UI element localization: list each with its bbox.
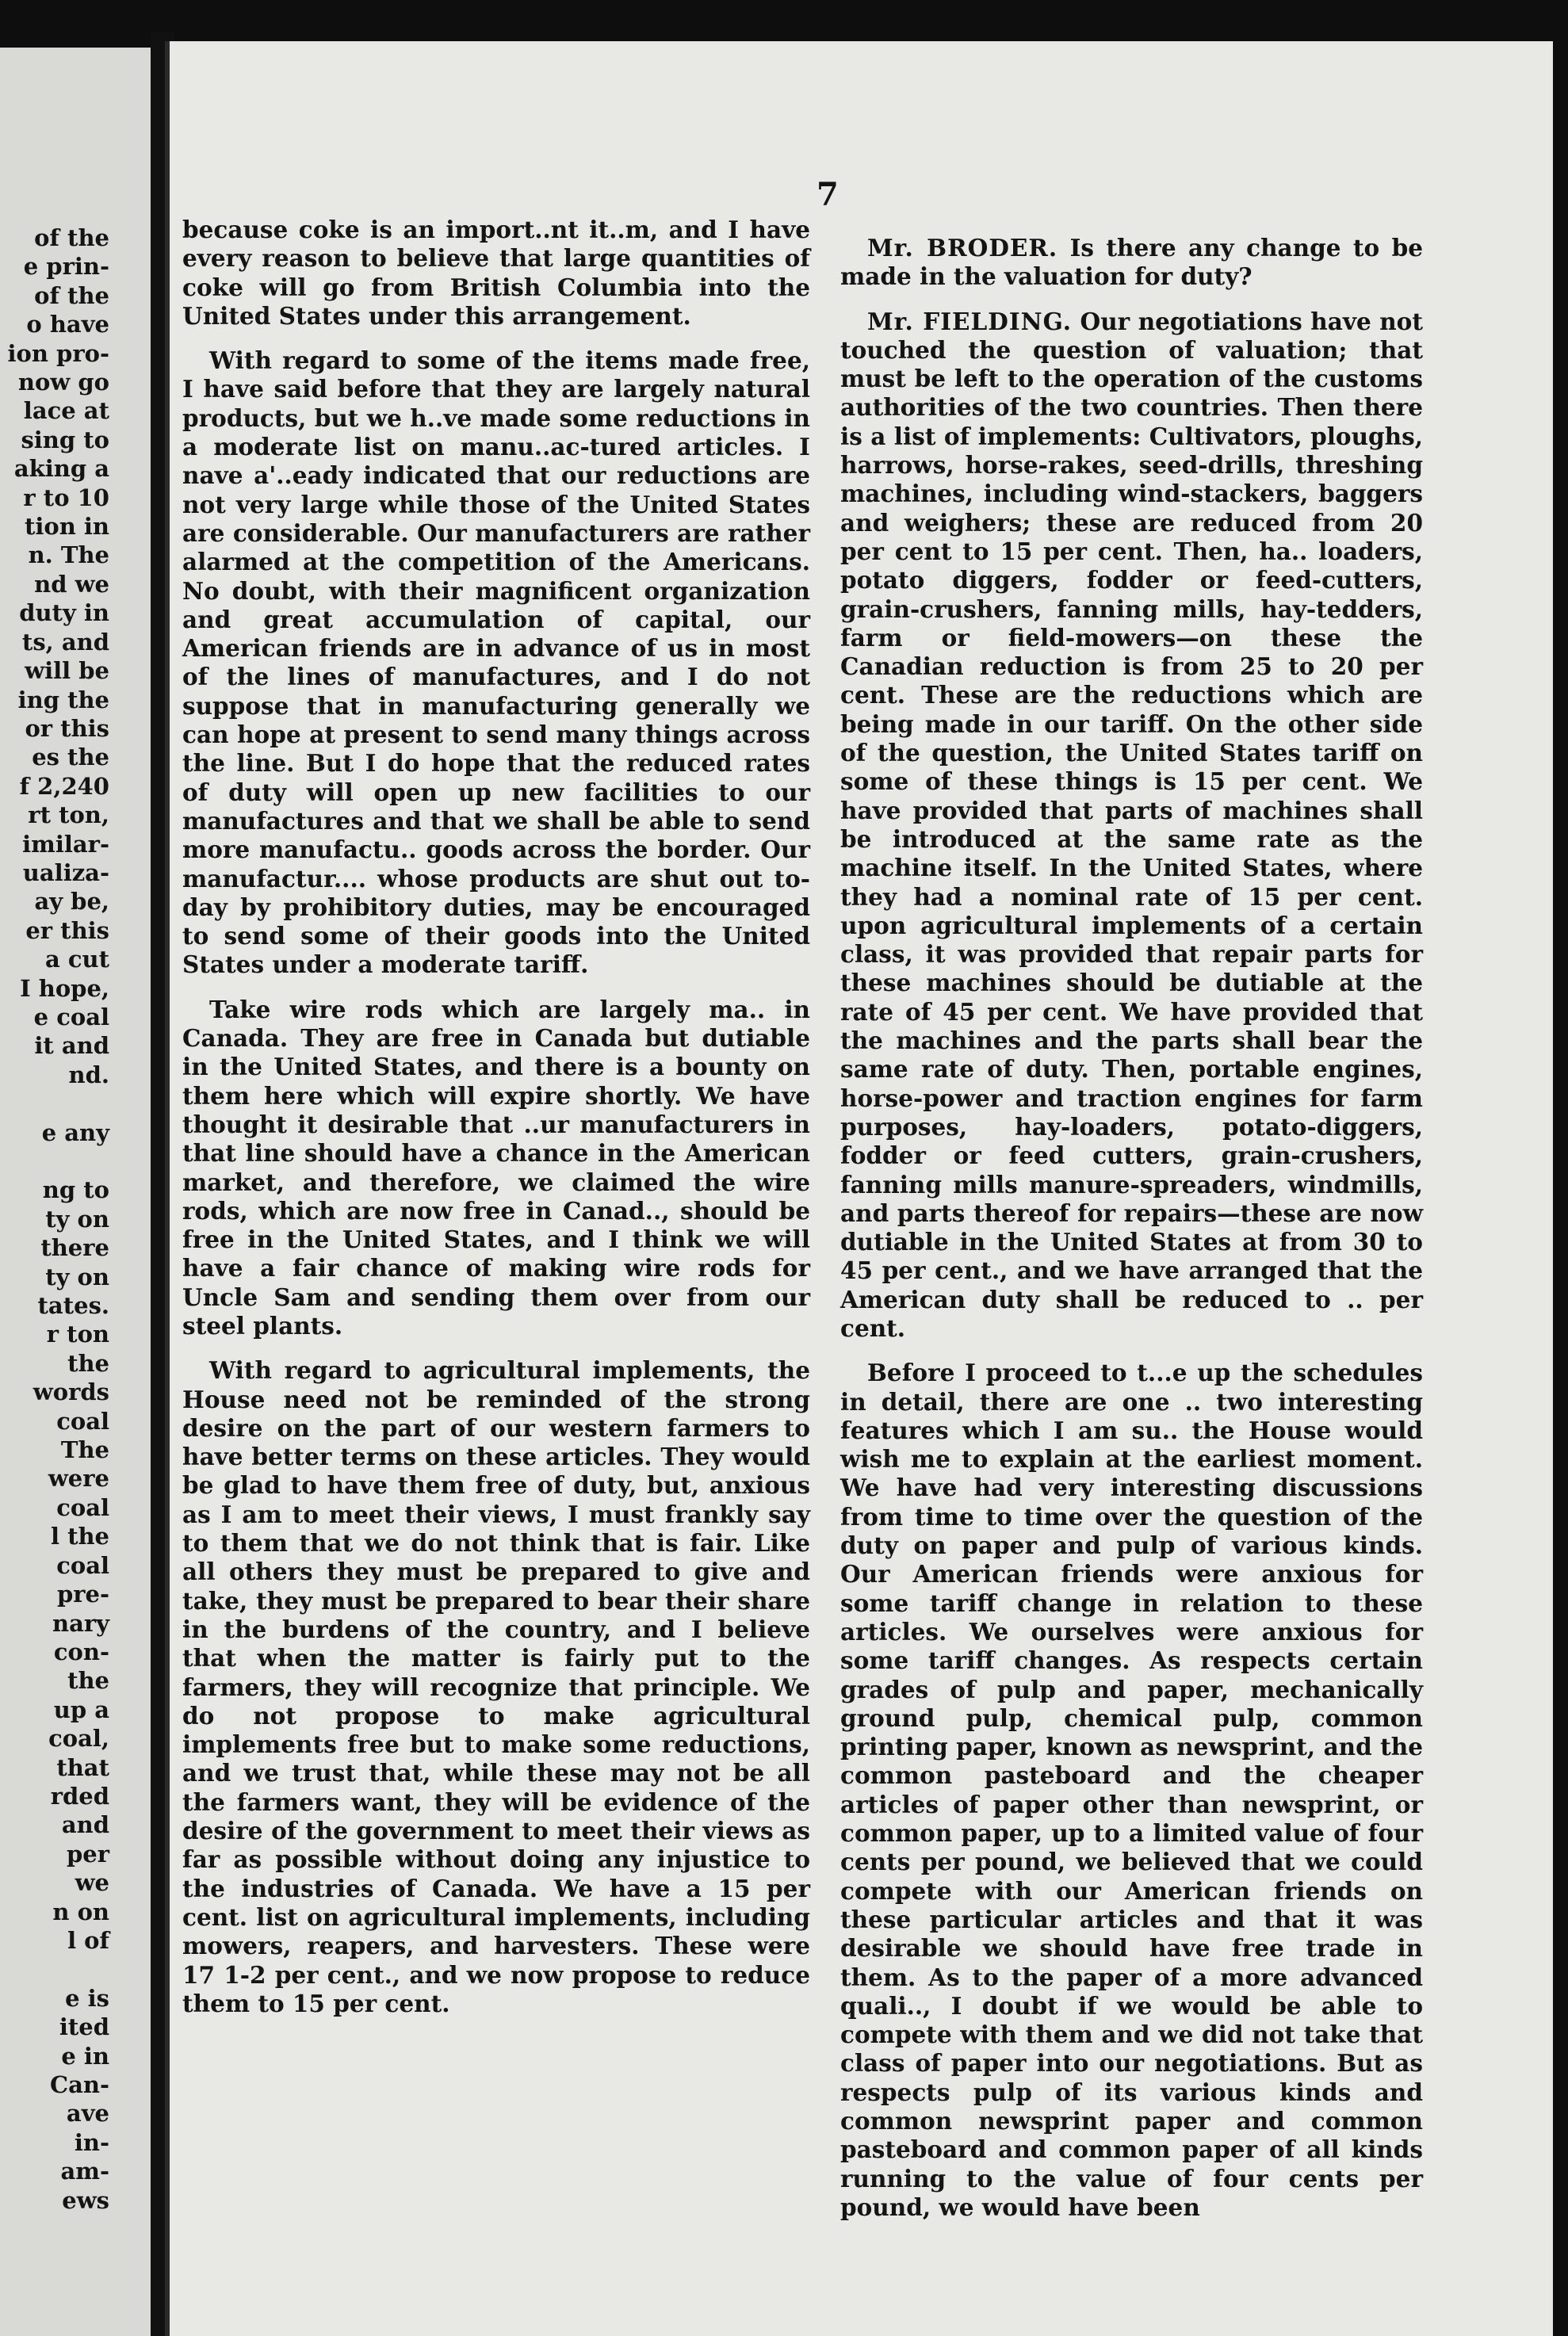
paragraph [840,234,1423,292]
speech-text: Is there any change to be made in the valuation for duty? [840,234,1424,291]
paragraph: because coke is an import..nt it..m, and I have every reason to believe that large quantities of coke will go from British Columbia into the United States under this arrangement. [182,216,810,330]
adjacent-page-fragment [0,48,151,2336]
left-text-column [182,216,810,2034]
speaker-name: Mr. BRODER. [867,234,1058,262]
left-page-text-fragments: of the e prin- of the o have ion pro- now go lace at sing to aking a r to 10 tion in n. The nd we duty in ts, and will be ing the or this es the f 2,240 rt ton, imilar- ualiza- ay be, er this a cut I hope, e coal it and nd. e any ng to ty on there ty on tates. r ton the words coal The were coal l the coal pre- nary con- the up a coal, that rded and per we n on l of e is ited e in Can- ave in- am- ews [7,224,109,2214]
paragraph [840,308,1423,1344]
speaker-name: Mr. FIELDING. [867,307,1072,335]
paragraph: Take wire rods which are largely ma.. in Canada. They are free in Canada but dutiable in the United States, and there is a bounty on them here which will expire shortly. We have thought it desirable that ..ur manufacturers in that line should have a chance in the American market, and therefore, we claimed the wire rods, which are now free in Canad.., should be free in the United States, and I think we will have a fair chance of making wire rods for Uncle Sam and sending them over from our steel plants. [182,995,810,1340]
paragraph: With regard to agricultural implements, the House need not be reminded of the strong desire on the part of our western farmers to have better terms on these articles. They would be glad to have them free of duty, but, anxious as I am to meet their views, I must frankly say to them that we do not think that is fair. Like all others they must be prepared to give and take, they must be prepared to bear their share in the burdens of the country, and I believe that when the matter is fairly put to the farmers, they will recognize that principle. We do not propose to make agricultural implements free but to make some reductions, and we trust that, while these may not be all the farmers want, they will be evidence of the desire of the government to meet their views as far as possible without doing any injustice to the industries of Canada. We have a 15 per cent. list on agricultural implements, including mowers, reapers, and harvesters. These were 17 1-2 per cent., and we now propose to reduce them to 15 per cent. [182,1356,810,2017]
speech-text: Before I proceed to t...e up the schedules in detail, there are one .. two interesting features which I am su.. the House would wish me to explain at the earliest moment. We have had very interesting discussions from time to time over the question of the duty on paper and pulp of various kinds. Our American friends were anxious for some tariff change in relation to these articles. We ourselves were anxious for some tariff changes. As respects certain grades of pulp and paper, mechanically ground pulp, chemical pulp, common printing paper, known as newsprint, and the common pasteboard and the cheaper articles of paper other than newsprint, or common paper, up to a limited value of four cents per pound, we believed that we could compete with our American friends on these particular articles and that it was desirable we should have free trade in them. As to the paper of a more advanced quali.., I doubt if we would be able to compete with them and we did not take that class of paper into our negotiations. But as respects pulp of its various kinds and common newsprint paper and common pasteboard and common paper of all kinds running to the value of four cents per pound, we would have been [840,1359,1423,2221]
paragraph [840,1359,1423,2222]
page-number: 7 [817,176,839,213]
right-text-column [840,234,1423,2238]
paragraph: With regard to some of the items made free, I have said before that they are largely natural products, but we h..ve made some reductions in a moderate list on manu..ac-tured articles. I nave a'..eady indicated that our reductions are not very large while those of the United States are considerable. Our manufacturers are rather alarmed at the competition of the Americans. No doubt, with their magnificent organization and great accumulation of capital, our American friends are in advance of us in most of the lines of manufactures, and I do not suppose that in manufacturing generally we can hope at present to send many things across the line. But I do hope that the reduced rates of duty will open up new facilities to our manufactures and that we shall be able to send more manufactu.. goods across the border. Our manufactur.... whose products are shut out to-day by prohibitory duties, may be encouraged to send some of their goods into the United States under a moderate tariff. [182,346,810,979]
speech-text: Our negotiations have not touched the question of valuation; that must be left to the operation of the customs authorities of the two countries. Then there is a list of implements: Cultivators, ploughs, harrows, horse-rakes, seed-drills, threshing machines, including wind-stackers, baggers and weighers; these are reduced from 20 per cent to 15 per cent. Then, ha.. loaders, potato diggers, fodder or feed-cutters, grain-crushers, fanning mills, hay-tedders, farm or field-mowers—on these the Canadian reduction is from 25 to 20 per cent. These are the reductions which are being made in our tariff. On the other side of the question, the United States tariff on some of these things is 15 per cent. We have provided that parts of machines shall be introduced at the same rate as the machine itself. In the United States, where they had a nominal rate of 15 per cent. upon agricultural implements of a certain class, it was provided that repair parts for these machines should be dutiable at the rate of 45 per cent. We have provided that the machines and the parts shall bear the same rate of duty. Then, portable engines, horse-power and traction engines for farm purposes, hay-loaders, potato-diggers, fodder or feed cutters, grain-crushers, fanning mills manure-spreaders, windmills, and parts thereof for repairs—these are now dutiable in the United States at from 30 to 45 per cent., and we have arranged that the American duty shall be reduced to .. per cent. [840,307,1423,1342]
